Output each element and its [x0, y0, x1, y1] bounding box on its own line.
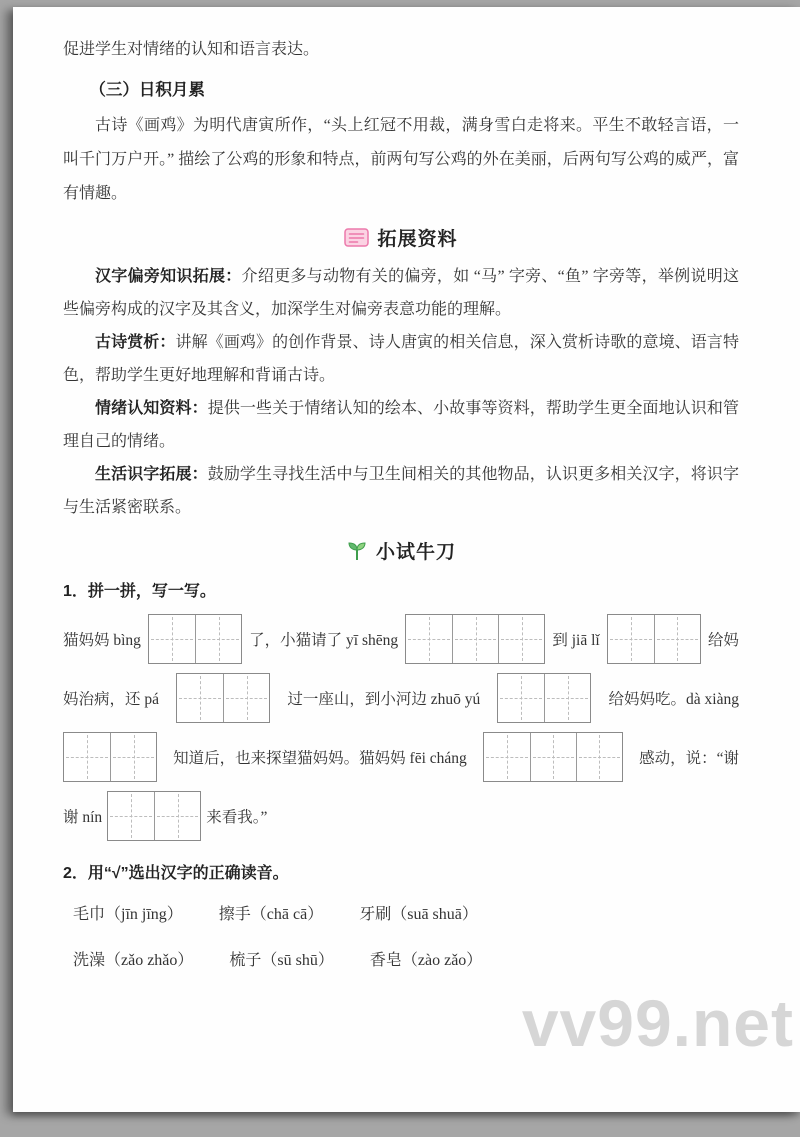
resource-item-text: 讲解《画鸡》的创作背景、诗人唐寅的相关信息，深入赏析诗歌的意境、语言特色，帮助学生更好地理解和背诵古诗。 [63, 334, 739, 384]
writing-box-cell [154, 792, 200, 840]
writing-box-cell [406, 615, 452, 663]
resource-item-lead: 生活识字拓展： [95, 466, 208, 483]
writing-box-group-daxiang [63, 732, 157, 782]
fill-text: 来看我。” [206, 809, 268, 826]
fill-text: 谢 nín [63, 809, 103, 826]
resource-item-lead: 情绪认知资料： [95, 400, 208, 417]
practice-section-title: 小试牛刀 [375, 542, 456, 563]
fill-line-4 [63, 791, 739, 841]
question2-label: 2．用“√”选出汉字的正确读音。 [63, 865, 289, 882]
writing-box-group-jiali [607, 614, 701, 664]
pinyin-choice-item: 香皂（zào zǎo） [369, 952, 483, 969]
resource-item [63, 260, 739, 326]
writing-box-group-zhuoyu [497, 673, 591, 723]
resource-item [63, 392, 739, 458]
writing-box-cell [608, 615, 654, 663]
pinyin-choice-item: 毛巾（jīn jīng） [73, 906, 183, 923]
fill-text: 妈治病，还 pá [63, 691, 160, 708]
writing-box-cell [223, 674, 269, 722]
writing-box-group-bing [148, 614, 242, 664]
fill-text: 感动，说：“谢 [639, 750, 739, 767]
document-page [13, 7, 800, 1112]
writing-box-group-nin [107, 791, 201, 841]
fill-text: 知道后，也来探望猫妈妈。猫妈妈 fēi cháng [173, 750, 467, 767]
writing-box-cell [654, 615, 700, 663]
expand-section-title: 拓展资料 [377, 229, 458, 250]
writing-box-group-pa [176, 673, 270, 723]
resource-item [63, 458, 739, 524]
writing-box-cell [530, 733, 576, 781]
writing-box-cell [64, 733, 110, 781]
writing-box-cell [149, 615, 195, 663]
resource-item [63, 326, 739, 392]
fill-line-3 [63, 732, 739, 782]
fill-line-2 [63, 673, 739, 723]
writing-box-cell [452, 615, 498, 663]
writing-box-group-feichang [483, 732, 623, 782]
writing-box-cell [484, 733, 530, 781]
resource-item-text: 鼓励学生寻找生活中与卫生间相关的其他物品，认识更多相关汉字，将识字与生活紧密联系。 [63, 466, 739, 516]
fill-text: 到 jiā lǐ [552, 632, 600, 649]
fill-text: 了，小猫请了 yī shēng [249, 632, 399, 649]
practice-sprout-icon [346, 540, 368, 562]
pinyin-choice-item: 擦手（chā cā） [218, 906, 324, 923]
writing-box-cell [544, 674, 590, 722]
fill-text: 过一座山，到小河边 zhuō yú [287, 691, 481, 708]
question1-label: 1．拼一拼，写一写。 [63, 583, 216, 600]
resource-item-lead: 汉字偏旁知识拓展： [95, 268, 242, 285]
resource-item-lead: 古诗赏析： [95, 334, 176, 351]
pinyin-choice-item: 牙刷（suā shuā） [359, 906, 478, 923]
practice-section-header [63, 537, 739, 564]
writing-box-cell [195, 615, 241, 663]
pinyin-choice-row-1 [63, 900, 739, 930]
section-heading: （三）日积月累 [89, 81, 205, 99]
writing-box-cell [498, 615, 544, 663]
watermark: vv99.net [521, 986, 794, 1060]
fill-text: 给妈妈吃。dà xiàng [608, 691, 739, 708]
writing-box-cell [110, 733, 156, 781]
fill-text: 猫妈妈 bìng [63, 632, 141, 649]
pinyin-choice-item: 洗澡（zǎo zhǎo） [73, 952, 194, 969]
resource-item-text: 介绍更多与动物有关的偏旁，如 “马” 字旁、“鱼” 字旁等，举例说明这些偏旁构成的汉字及其含义，加深学生对偏旁表意功能的理解。 [63, 268, 739, 318]
writing-box-cell [576, 733, 622, 781]
writing-box-cell [177, 674, 223, 722]
resource-item-text: 提供一些关于情绪认知的绘本、小故事等资料，帮助学生更全面地认识和管理自己的情绪。 [63, 400, 739, 450]
fill-line-1 [63, 614, 739, 664]
poem-paragraph: 古诗《画鸡》为明代唐寅所作，“头上红冠不用裁，满身雪白走将来。平生不敢轻言语，一叫千门万户开。” 描绘了公鸡的形象和特点，前两句写公鸡的外在美丽，后两句写公鸡的威严，富有情趣。 [63, 117, 739, 202]
writing-box-cell [108, 792, 154, 840]
writing-box-group-yisheng [405, 614, 545, 664]
page-content [63, 33, 739, 992]
writing-box-cell [498, 674, 544, 722]
expand-section-header [63, 224, 739, 251]
intro-text: 促进学生对情绪的认知和语言表达。 [63, 41, 320, 58]
pinyin-choice-item: 梳子（sū shū） [229, 952, 334, 969]
expand-materials-icon [344, 227, 369, 248]
fill-text: 给妈 [707, 632, 739, 649]
pinyin-choice-row-2 [63, 946, 739, 976]
